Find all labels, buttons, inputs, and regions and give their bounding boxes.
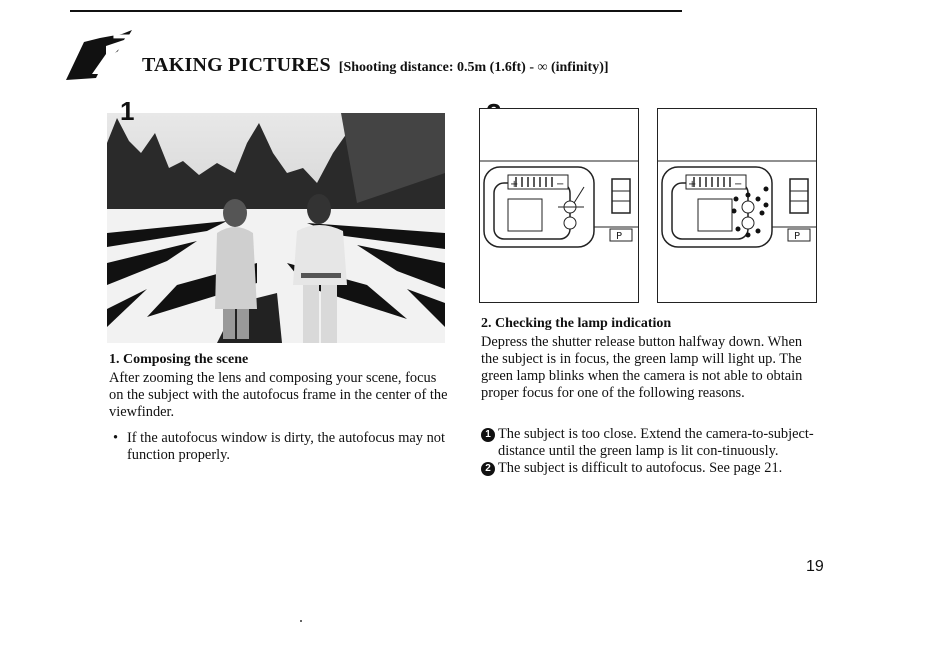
top-rule [70, 10, 682, 12]
bullet-text: If the autofocus window is dirty, the autofocus may not function properly. [127, 430, 445, 463]
chapter-title: TAKING PICTURES [142, 54, 331, 76]
step-1-bullet [109, 430, 454, 464]
chapter-7-badge-icon [62, 28, 142, 84]
reason-text: The subject is difficult to autofocus. See page 21. [498, 460, 783, 476]
page-number: 19 [806, 558, 824, 575]
reason-number-icon: 1 [481, 428, 495, 442]
step-2-body: Depress the shutter release button halfway down. When the subject is in focus, the green lamp will light up. The green lamp blinks when the camera is not able to obtain proper focus for one of the following reasons. [481, 334, 803, 401]
mode-label: P [616, 231, 623, 242]
bullet-dot-icon: • [113, 430, 119, 446]
reason-item [481, 426, 826, 460]
viewfinder-panel-steady [479, 108, 639, 303]
chapter-subtitle: [Shooting distance: 0.5m (1.6ft) - ∞ (infinity)] [338, 60, 609, 75]
reason-number-icon: 2 [481, 462, 495, 476]
svg-text:−: − [734, 179, 743, 190]
reasons-list [481, 426, 826, 477]
step-1-body: After zooming the lens and composing your scene, focus on the subject with the autofocus frame in the center of the viewfinder. [109, 370, 448, 420]
reason-text: The subject is too close. Extend the camera-to-subject- distance until the green lamp is lit con-tinuously. [498, 426, 814, 459]
viewfinder-blink-diagram [658, 109, 816, 302]
step-1-heading: 1. Composing the scene [109, 352, 249, 367]
viewfinder-panel-blinking [657, 108, 817, 303]
page-title [142, 54, 609, 77]
step-2-heading: 2. Checking the lamp indication [481, 316, 672, 331]
chapter-number: 7 [112, 28, 131, 66]
svg-text:−: − [556, 179, 565, 190]
svg-text:+: + [510, 179, 519, 190]
viewfinder-diagram [480, 109, 638, 302]
scan-speck [300, 620, 302, 622]
mode-label: P [794, 231, 801, 242]
step-1-photo [107, 113, 445, 343]
step-1-number: 1 [120, 96, 135, 126]
reason-item [481, 460, 826, 477]
svg-text:+: + [688, 179, 697, 190]
